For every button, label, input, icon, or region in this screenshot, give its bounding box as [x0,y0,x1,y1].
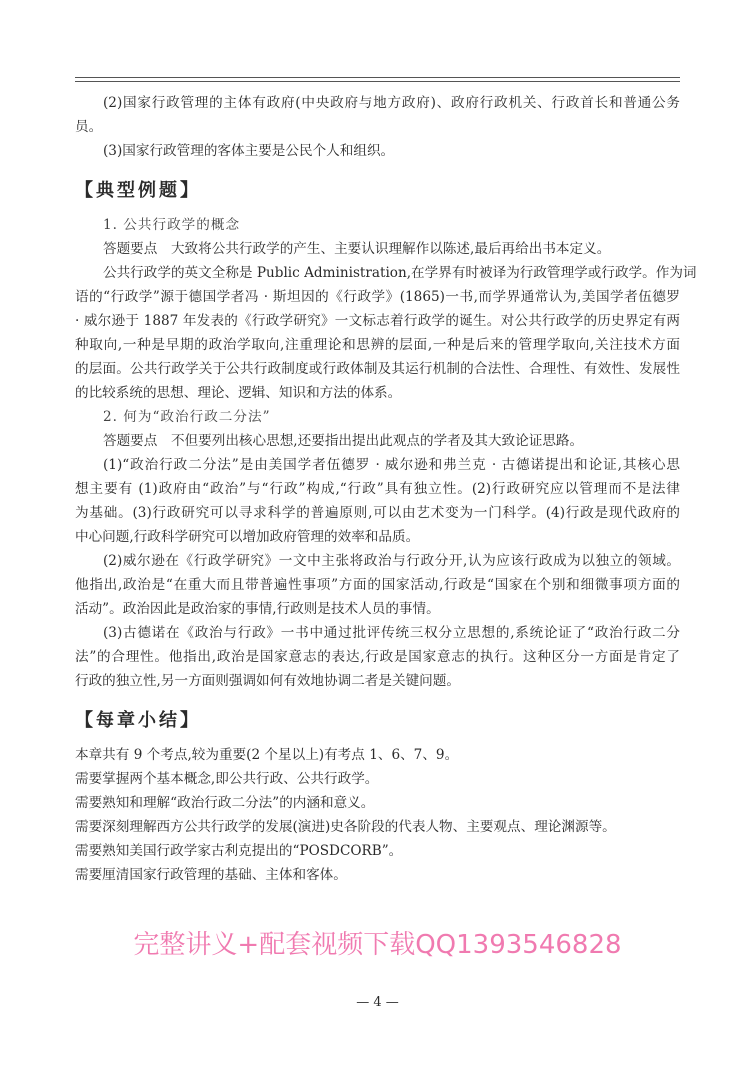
heading-typical-examples: 【典型例题】 [75,180,201,201]
summary-item: 需要深刻理解西方公共行政学的发展(演进)史各阶段的代表人物、主要观点、理论渊源等。 [75,819,616,835]
summary-item: 需要熟知美国行政学家古利克提出的“POSDCORB”。 [75,843,403,859]
question-2-title: 2. 何为“政治行政二分法” [103,409,271,425]
summary-item: 需要厘清国家行政管理的基础、主体和客体。 [75,867,347,883]
paragraph-line: 的比较系统的思想、理论、逻辑、知识和方法的体系。 [75,385,402,401]
page-number: — 4 — [356,995,399,1010]
paragraph-line: (3)国家行政管理的客体主要是公民个人和组织。 [103,143,395,159]
paragraph-line: 员。 [75,119,103,135]
paragraph-line: (1)“政治行政二分法”是由美国学者伍德罗 · 威尔逊和弗兰克 · 古德诺提出和论证,其核心思 [103,457,680,473]
paragraph-line: · 威尔逊于 1887 年发表的《行政学研究》一文标志着行政学的诞生。对公共行政学的历史界定有两 [75,313,680,329]
summary-item: 需要熟知和理解“政治行政二分法”的内涵和意义。 [75,795,375,811]
header-rule-bottom [75,81,680,82]
paragraph-line: 活动”。政治因此是政治家的事情,行政则是技术人员的事情。 [75,601,440,617]
header-rule-top [75,77,680,78]
paragraph-line: 种取向,一种是早期的政治学取向,注重理论和思辨的层面,一种是后来的管理学取向,关注技术方面 [75,337,680,353]
paragraph-line: 中心问题,行政科学研究可以增加政府管理的效率和品质。 [75,529,420,545]
question-2-answer [75,429,680,693]
summary-list [75,743,680,887]
paragraph-line: 的层面。公共行政学关于公共行政制度或行政体制及其运行机制的合法性、合理性、有效性、发展性 [75,361,680,377]
paragraph-line: 公共行政学的英文全称是 Public Administration,在学界有时被译为行政管理学或行政学。作为词 [103,265,697,281]
paragraph-line: (2)国家行政管理的主体有政府(中央政府与地方政府)、政府行政机关、行政首长和普通公务 [103,95,680,111]
paragraph-line: (2)威尔逊在《行政学研究》一文中主张将政治与行政分开,认为应该行政成为以独立的领域。 [103,553,680,569]
paragraph-line: 行政的独立性,另一方面则强调如何有效地协调二者是关键问题。 [75,673,460,689]
summary-item: 本章共有 9 个考点,较为重要(2 个星以上)有考点 1、6、7、9。 [75,747,459,763]
paragraph-line: 为基础。(3)行政研究可以寻求科学的普遍原则,可以由艺术变为一门科学。(4)行政是现代政府的 [75,505,680,521]
heading-chapter-summary: 【每章小结】 [75,710,201,731]
question-1-title: 1. 公共行政学的概念 [103,217,241,233]
paragraph-line: 答题要点 不但要列出核心思想,还要指出提出此观点的学者及其大致论证思路。 [103,433,584,449]
paragraph-line: 法”的合理性。他指出,政治是国家意志的表达,行政是国家意志的执行。这种区分一方面是肯定了 [75,649,680,665]
question-1-answer [75,237,697,405]
page-content [75,91,697,887]
paragraph-line: 想主要有 (1)政府由“政治”与“行政”构成,“行政”具有独立性。(2)行政研究应以管理而不是法律 [75,481,680,497]
watermark: 完整讲义+配套视频下载QQ1393546828 [133,930,622,960]
section-subjects-objects [75,91,680,163]
paragraph-line: 答题要点 大致将公共行政学的产生、主要认识理解作以陈述,最后再给出书本定义。 [103,241,611,257]
paragraph-line: (3)古德诺在《政治与行政》一书中通过批评传统三权分立思想的,系统论证了“政治行政二分 [103,625,680,641]
summary-item: 需要掌握两个基本概念,即公共行政、公共行政学。 [75,771,379,787]
paragraph-line: 语的“行政学”源于德国学者冯 · 斯坦因的《行政学》(1865)一书,而学界通常认为,美国学者伍德罗 [75,289,680,305]
paragraph-line: 他指出,政治是“在重大而且带普遍性事项”方面的国家活动,行政是“国家在个别和细微事项方面的 [75,577,680,593]
